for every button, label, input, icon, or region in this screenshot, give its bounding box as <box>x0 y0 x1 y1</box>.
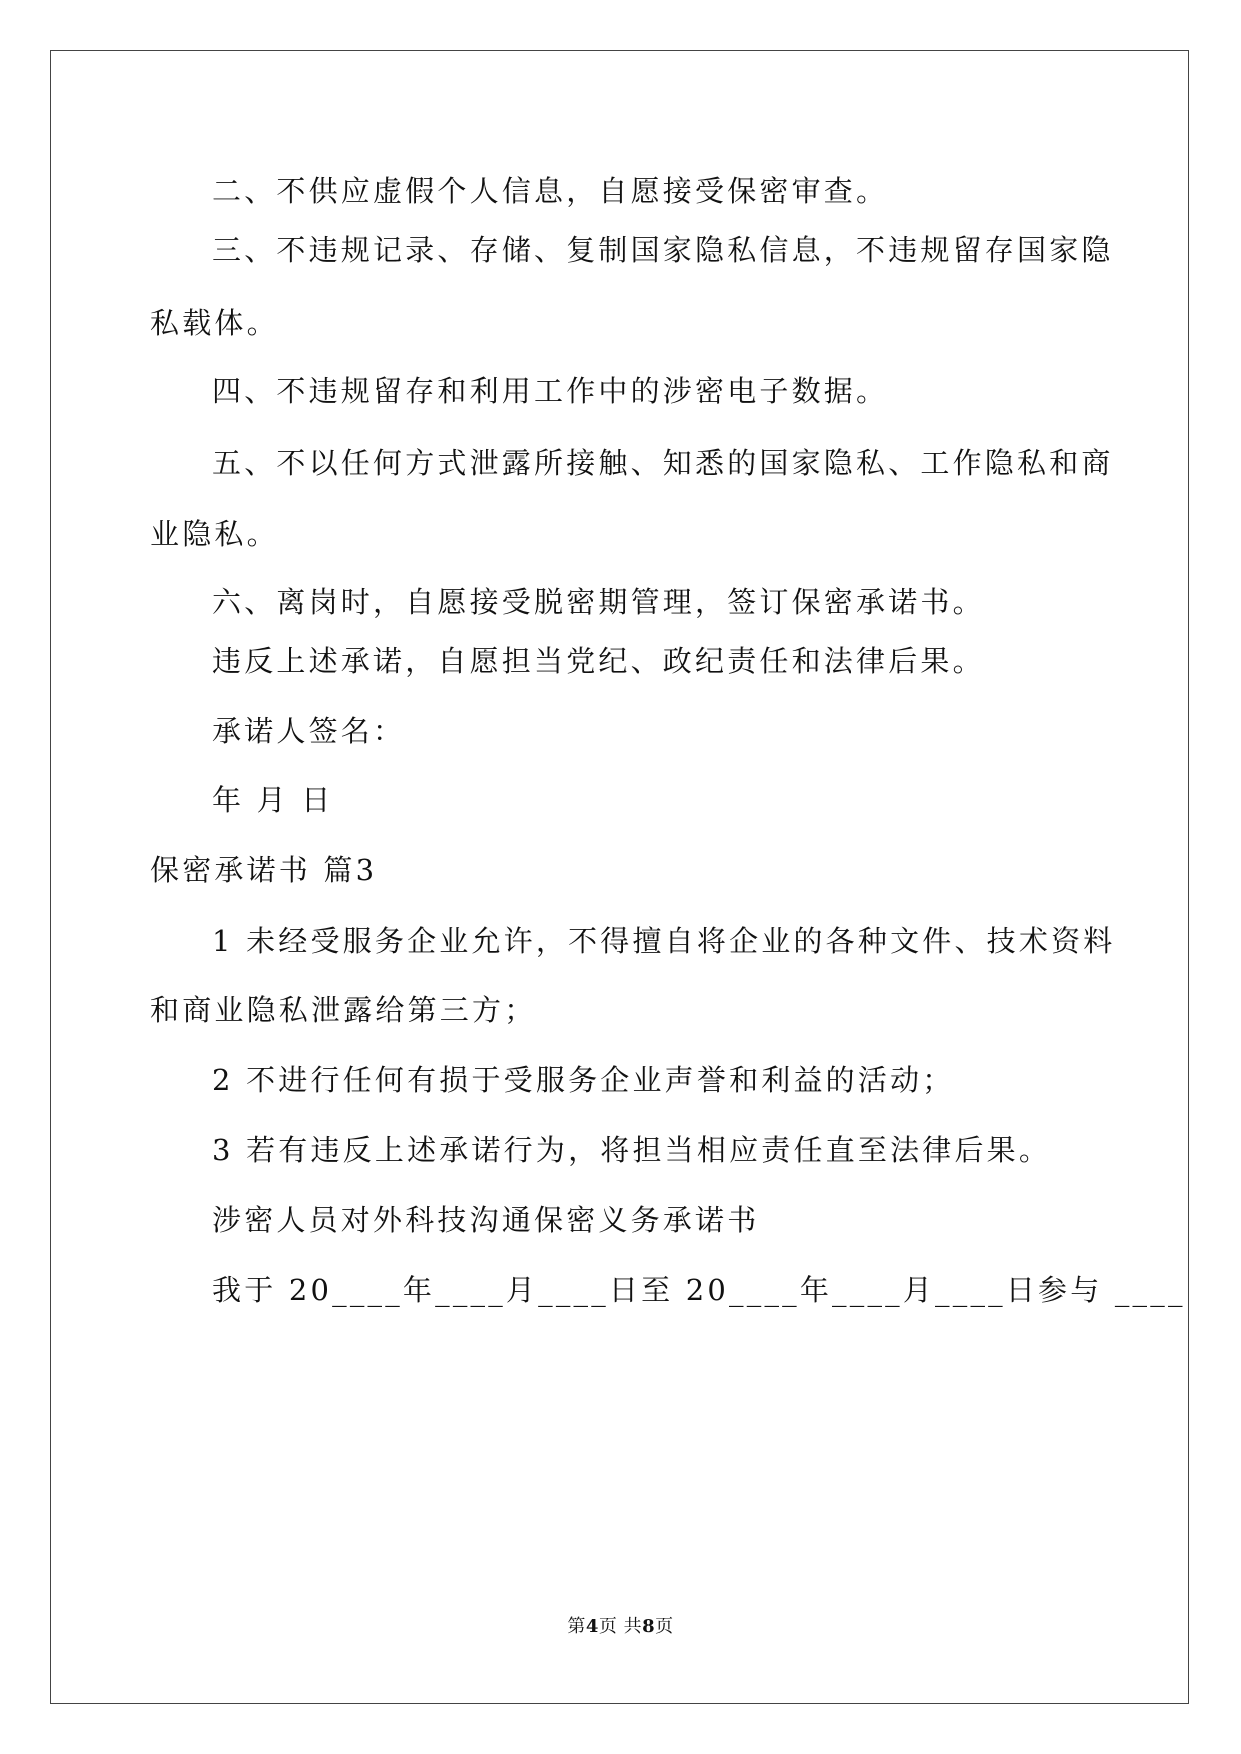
paragraph: 违反上述承诺，自愿担当党纪、政纪责任和法律后果。 <box>212 644 985 678</box>
paragraph: 我于 20____年____月____日至 20____年____月____日参与 ____ <box>212 1273 1186 1307</box>
paragraph: 1 未经受服务企业允许，不得擅自将企业的各种文件、技术资料 <box>212 924 1116 958</box>
footer-suffix: 页 <box>655 1616 674 1637</box>
footer-prefix: 第 <box>567 1616 586 1637</box>
subsection-heading: 涉密人员对外科技沟通保密义务承诺书 <box>212 1203 760 1237</box>
current-page-number: 4 <box>585 1616 599 1637</box>
date-line: 年 月 日 <box>212 783 334 817</box>
paragraph: 四、不违规留存和利用工作中的涉密电子数据。 <box>212 374 889 408</box>
paragraph: 3 若有违反上述承诺行为，将担当相应责任直至法律后果。 <box>212 1133 1052 1167</box>
paragraph-continuation: 业隐私。 <box>150 517 279 551</box>
footer-mid: 页 共 <box>598 1616 643 1637</box>
paragraph-continuation: 私载体。 <box>150 306 279 340</box>
section-heading: 保密承诺书 篇3 <box>150 853 378 887</box>
signature-label: 承诺人签名： <box>212 714 406 748</box>
paragraph: 2 不进行任何有损于受服务企业声誉和利益的活动； <box>212 1063 955 1097</box>
paragraph: 二、不供应虚假个人信息，自愿接受保密审查。 <box>212 174 889 208</box>
page-footer <box>0 1612 1241 1638</box>
total-page-number: 8 <box>642 1616 656 1637</box>
paragraph: 五、不以任何方式泄露所接触、知悉的国家隐私、工作隐私和商 <box>212 446 1114 480</box>
paragraph: 三、不违规记录、存储、复制国家隐私信息，不违规留存国家隐 <box>212 233 1114 267</box>
paragraph: 六、离岗时，自愿接受脱密期管理，签订保密承诺书。 <box>212 585 985 619</box>
paragraph-continuation: 和商业隐私泄露给第三方； <box>150 993 537 1027</box>
